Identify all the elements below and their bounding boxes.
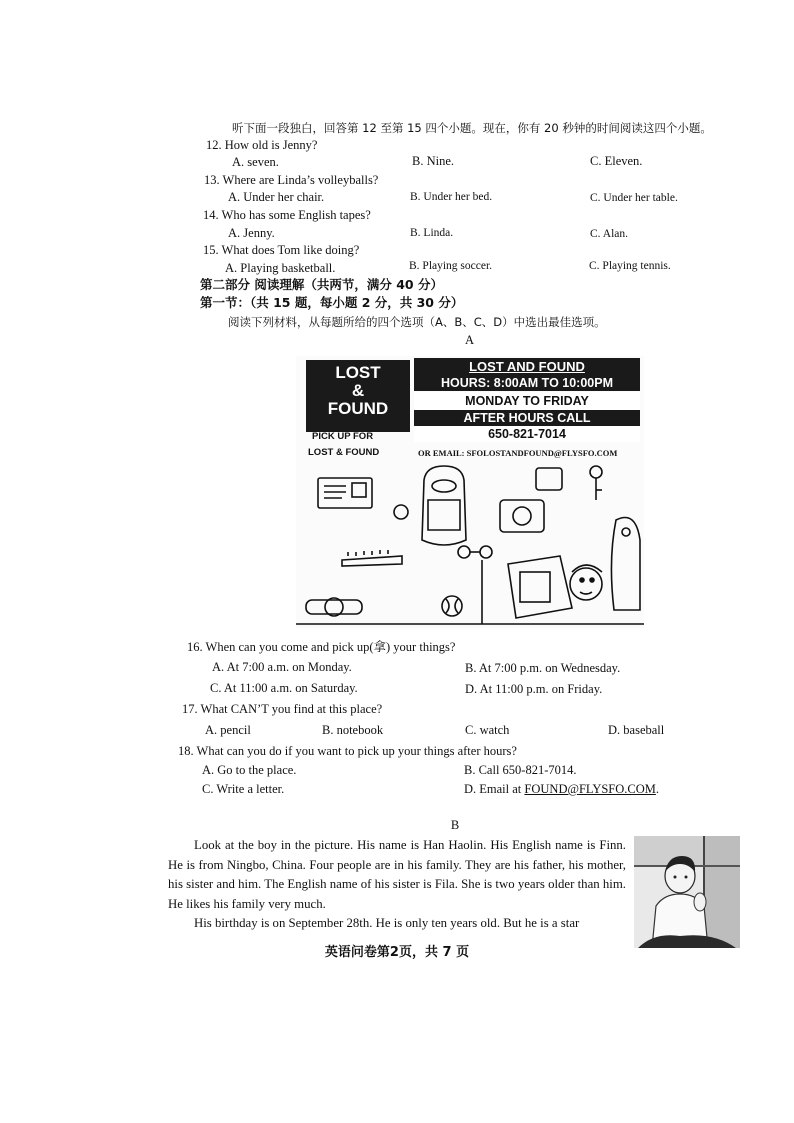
q18-email-link: FOUND@FLYSFO.COM [524,782,656,796]
question-15: 15. What does Tom like doing? [203,243,360,257]
question-12: 12. How old is Jenny? [206,138,318,152]
poster-email: OR EMAIL: SFOLOSTANDFOUND@FLYSFO.COM [418,448,618,458]
ring-icon [394,505,408,519]
q18-option-c: C. Write a letter. [202,782,285,796]
poster-days: MONDAY TO FRIDAY [414,392,640,410]
poster-title: LOST AND FOUND [414,358,640,375]
book-icon [508,556,572,618]
q13-option-a: A. Under her chair. [228,190,325,204]
question-14: 14. Who has some English tapes? [203,208,371,222]
q18-option-d-label: D. Email at [464,782,525,796]
q14-option-a: A. Jenny. [228,226,275,240]
listening-instruction: 听下面一段独白，回答第 12 至第 15 四个小题。现在，你有 20 秒钟的时间阅读这四个小题。 [232,121,712,135]
q15-option-b: B. Playing soccer. [409,260,493,272]
question-17: 17. What CAN’T you find at this place? [182,702,383,716]
q18-option-d [464,781,659,797]
q18-option-a: A. Go to the place. [202,763,297,777]
lost-found-logo [306,360,410,432]
poster-pickup-2: LOST & FOUND [308,447,380,458]
logo-lost: LOST [335,363,381,382]
man-icon [570,568,602,600]
question-16: 16. When can you come and pick up(拿) your things? [187,640,456,654]
phone-icon [536,468,562,490]
q14-option-c: C. Alan. [590,228,629,240]
q15-option-c: C. Playing tennis. [589,260,671,272]
q17-option-a: A. pencil [205,723,251,737]
comb-icon [342,556,402,566]
poster-pickup-1: PICK UP FOR [312,431,374,442]
q12-option-c: C. Eleven. [590,154,643,168]
character-icon [611,518,640,611]
question-13: 13. Where are Linda’s volleyballs? [204,173,379,187]
camera-icon [500,500,544,532]
reading-instruction: 阅读下列材料，从每题所给的四个选项（A、B、C、D）中选出最佳选项。 [228,315,606,329]
section1-title: 第一节：（共 15 题，每小题 2 分，共 30 分） [200,295,464,310]
question-18: 18. What can you do if you want to pick up your things after hours? [178,744,517,758]
lost-items-illustration [296,460,644,628]
id-photo-icon [352,483,366,497]
page-footer: 英语问卷第2页，共 7 页 [324,945,470,960]
q12-option-a: A. seven. [232,155,279,169]
q14-option-b: B. Linda. [410,227,454,239]
q12-option-b: B. Nine. [412,154,455,168]
logo-amp: & [351,381,365,400]
passage-b-paragraph-1: Look at the boy in the picture. His name is Han Haolin. His English name is Finn. He is from Ningbo, China. Four people are in his family. They are his father, his mother, his sister and him. The English name of his sister is Fila. She is two years older than him. He likes his family very much. [168,838,626,911]
boy-photo [634,836,740,948]
q17-option-c: C. watch [465,723,510,737]
passage-b-label: B [450,818,460,832]
poster-after-hours: AFTER HOURS CALL [414,410,640,426]
q16-option-c: C. At 11:00 a.m. on Saturday. [210,681,358,695]
glasses-icon [458,546,470,558]
watch-icon [306,600,362,614]
keys-icon [590,466,602,478]
q18-option-d-tail: . [655,782,660,796]
part2-title: 第二部分 阅读理解（共两节，满分 40 分） [200,277,443,292]
q17-option-d: D. baseball [608,723,665,737]
poster-hours: HOURS: 8:00AM TO 10:00PM [414,375,640,391]
q17-option-b: B. notebook [322,723,384,737]
q16-option-d: D. At 11:00 p.m. on Friday. [465,682,603,696]
q15-option-a: A. Playing basketball. [225,261,336,275]
q16-option-b: B. At 7:00 p.m. on Wednesday. [465,661,621,675]
q13-option-b: B. Under her bed. [410,191,493,203]
passage-b-paragraph-2: His birthday is on September 28th. He is only ten years old. But he is a star [194,916,580,931]
baseball-icon [442,596,462,616]
passage-a-label: A [464,333,475,347]
lost-and-found-poster [296,356,644,628]
q13-option-c: C. Under her table. [590,192,678,204]
logo-found: FOUND [327,399,389,418]
passage-b-text [168,836,626,934]
poster-phone: 650-821-7014 [414,426,640,442]
q16-option-a: A. At 7:00 a.m. on Monday. [212,660,352,674]
q18-option-b: B. Call 650-821-7014. [464,763,577,777]
